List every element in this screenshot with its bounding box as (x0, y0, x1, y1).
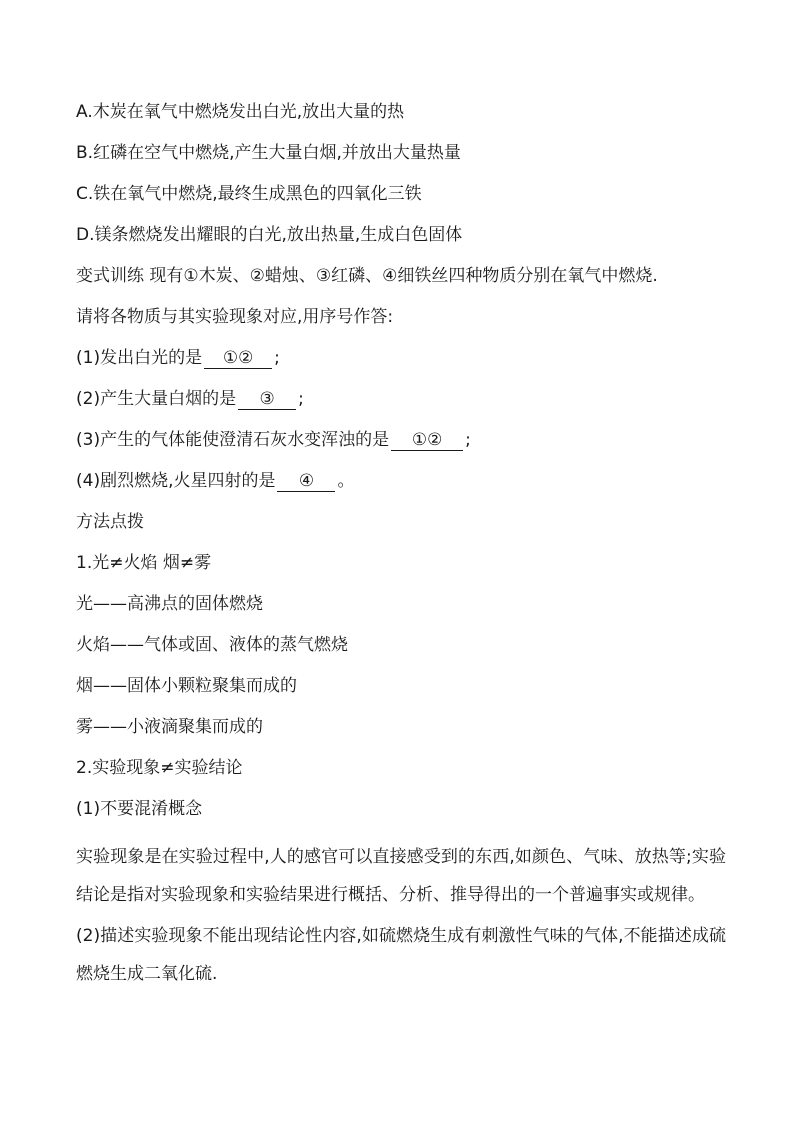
question-2-prefix: (2)产生大量白烟的是 (76, 389, 237, 409)
method-fog-definition: 雾——小液滴聚集而成的 (76, 717, 263, 737)
option-b: B.红磷在空气中燃烧,产生大量白烟,并放出大量热量 (76, 143, 461, 163)
option-d: D.镁条燃烧发出耀眼的白光,放出热量,生成白色固体 (76, 225, 463, 245)
method-smoke-definition: 烟——固体小颗粒聚集而成的 (76, 676, 297, 696)
question-4-answer: ④ (277, 471, 335, 492)
method-flame-definition: 火焰——气体或固、液体的蒸气燃烧 (76, 635, 348, 655)
question-4-suffix: 。 (337, 471, 355, 491)
method-point-2-paragraph-2: (2)描述实验现象不能出现结论性内容,如硫燃烧生成有刺激性气味的气体,不能描述成硫燃烧生成二氧化硫. (76, 926, 726, 984)
variant-intro-line2: 请将各物质与其实验现象对应,用序号作答: (76, 307, 394, 327)
variant-question-4 (76, 469, 726, 493)
method-heading: 方法点拨 (76, 512, 144, 532)
question-1-prefix: (1)发出白光的是 (76, 348, 203, 368)
question-3-suffix: ; (465, 430, 471, 450)
method-point-2-title: 2.实验现象≠实验结论 (76, 758, 243, 778)
question-4-prefix: (4)剧烈燃烧,火星四射的是 (76, 471, 276, 491)
variant-intro-line1: 变式训练 现有①木炭、②蜡烛、③红磷、④细铁丝四种物质分别在氧气中燃烧. (76, 266, 658, 286)
question-2-suffix: ; (298, 389, 304, 409)
method-point-1-title: 1.光≠火焰 烟≠雾 (76, 553, 212, 573)
option-c: C.铁在氧气中燃烧,最终生成黑色的四氧化三铁 (76, 184, 422, 204)
variant-question-1 (76, 346, 726, 370)
method-light-definition: 光——高沸点的固体燃烧 (76, 594, 263, 614)
variant-question-3 (76, 428, 726, 452)
method-point-2-subheading: (1)不要混淆概念 (76, 799, 203, 819)
method-point-2-paragraph-1: 实验现象是在实验过程中,人的感官可以直接感受到的东西,如颜色、气味、放热等;实验结论是指对实验现象和实验结果进行概括、分析、推导得出的一个普遍事实或规律。 (76, 847, 726, 905)
question-1-suffix: ; (274, 348, 280, 368)
question-3-answer: ①② (391, 430, 463, 451)
question-3-prefix: (3)产生的气体能使澄清石灰水变浑浊的是 (76, 430, 390, 450)
document-body (76, 100, 726, 996)
question-2-answer: ③ (238, 389, 296, 410)
variant-question-2 (76, 387, 726, 411)
option-a: A.木炭在氧气中燃烧发出白光,放出大量的热 (76, 102, 405, 122)
question-1-answer: ①② (204, 348, 272, 369)
